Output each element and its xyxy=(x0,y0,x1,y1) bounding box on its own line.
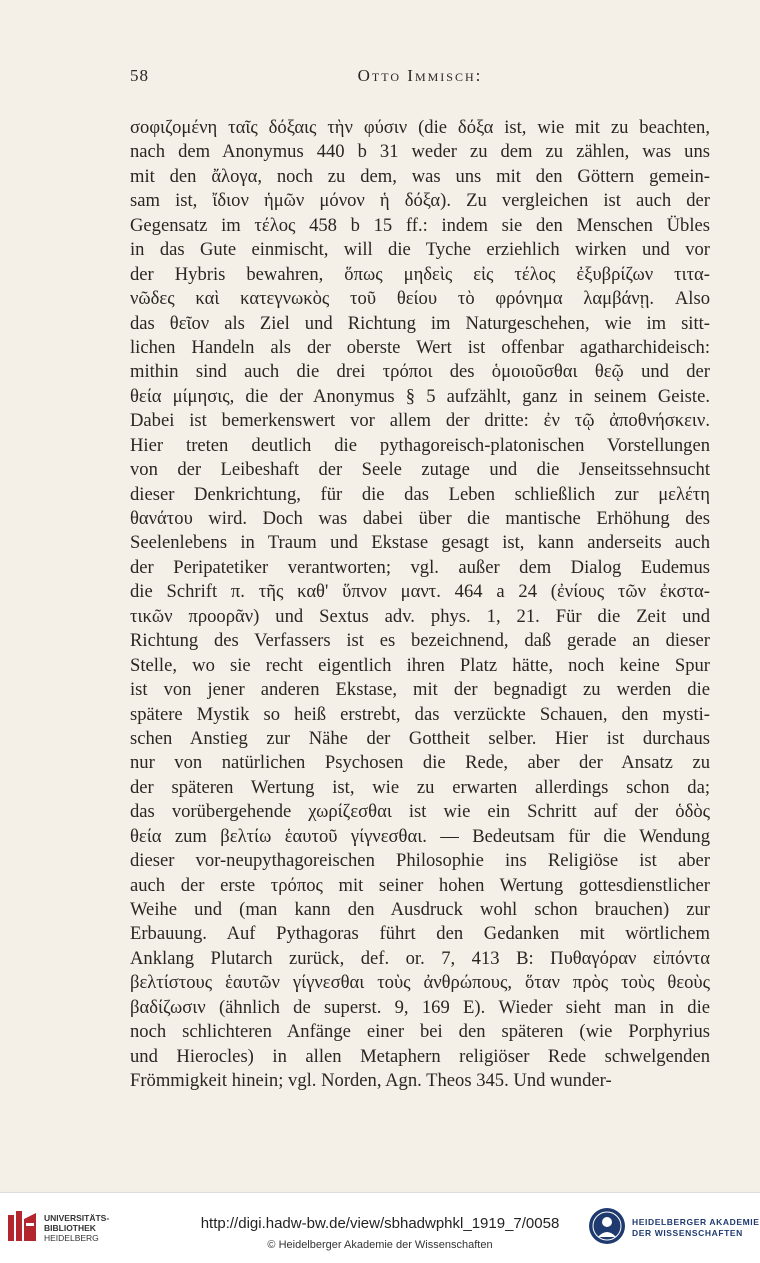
copyright-notice: © Heidelberger Akademie der Wissenschaften xyxy=(267,1239,493,1251)
text-line: auch der erste τρόπος mit seiner hohen Wertung gottesdienstlicher xyxy=(130,874,710,896)
text-line: lichen Handeln als der oberste Wert ist offenbar agatharchideisch: xyxy=(130,336,710,358)
running-head: Otto Immisch: xyxy=(357,66,483,85)
ub-line-1: UNIVERSITÄTS- xyxy=(44,1213,110,1223)
text-line: mithin sind auch die drei τρόποι des ὁμοιοῦσθαι θεῷ und der xyxy=(130,361,710,383)
text-line: spätere Mystik so heiß erstrebt, das verzückte Schauen, den mysti- xyxy=(130,703,710,725)
text-line: θεία zum βελτίω ἑαυτοῦ γίγνεσθαι. — Bedeutsam für die Wendung xyxy=(130,825,710,847)
text-line: noch schlichteren Anfänge einer bei den späteren (wie Porphyrius xyxy=(130,1021,710,1043)
text-line: Frömmigkeit hinein; vgl. Norden, Agn. Theos 345. Und wunder- xyxy=(130,1070,612,1092)
text-line: mit den ἄλογα, noch zu dem, was uns mit den Göttern gemein- xyxy=(130,165,710,187)
text-line: der Peripatetiker verantworten; vgl. außer dem Dialog Eudemus xyxy=(130,556,710,578)
text-line: Seelenlebens in Traum und Ekstase gesagt ist, kann anderseits auch xyxy=(130,532,710,554)
text-line: Erbauung. Auf Pythagoras führt den Gedanken mit wörtlichem xyxy=(130,923,710,945)
body-text xyxy=(130,116,710,1094)
text-line: Weihe und (man kann den Ausdruck wohl schon brauchen) zur xyxy=(130,899,710,920)
text-line: in das Gute einmischt, will die Tyche erziehlich wirken und vor xyxy=(130,239,710,261)
text-line: νῶδες καὶ κατεγνωκὸς τοῦ θείου τὸ φρόνημα λαμβάνῃ. Also xyxy=(130,288,710,310)
academy-seal-icon[interactable] xyxy=(588,1207,626,1245)
text-line: θανάτου wird. Doch was dabei über die mantische Erhöhung des xyxy=(130,508,710,529)
text-line: nur von natürlichen Psychosen die Rede, aber der Ansatz zu xyxy=(130,752,710,774)
academy-line-1: HEIDELBERGER AKADEMIE xyxy=(632,1217,760,1227)
text-line: und Hierocles) in allen Metaphern religiöser Rede schwelgenden xyxy=(130,1045,710,1067)
text-line: dieser vor-neupythagoreischen Philosophie ins Religiöse ist aber xyxy=(130,850,710,872)
text-line: sam ist, ἴδιον ἡμῶν μόνον ἡ δόξα). Zu vergleichen ist auch der xyxy=(130,190,710,212)
text-line: βελτίστους ἑαυτῶν γίγνεσθαι τοὺς ἀνθρώπους, ὅταν πρὸς τοὺς θεοὺς xyxy=(130,972,710,994)
text-line: Stelle, wo sie recht eigentlich ihren Platz hätte, noch keine Spur xyxy=(130,654,710,676)
text-line: ist von jener anderen Ekstase, mit der begnadigt zu werden die xyxy=(130,679,710,701)
text-line: βαδίζωσιν (ähnlich de superst. 9, 169 E). Wieder sieht man in die xyxy=(130,996,710,1018)
permalink-url[interactable]: http://digi.hadw-bw.de/view/sbhadwphkl_1919_7/0058 xyxy=(200,1215,560,1232)
text-line: nach dem Anonymus 440 b 31 weder zu dem zu zählen, was uns xyxy=(130,141,710,163)
academy-line-2: DER WISSENSCHAFTEN xyxy=(632,1228,743,1238)
academy-name xyxy=(632,1217,760,1239)
text-line: Dabei ist bemerkenswert vor allem der dritte: ἐν τῷ ἀποθνήσκειν. xyxy=(130,410,710,432)
page-number: 58 xyxy=(130,66,149,85)
text-line: Hier treten deutlich die pythagoreisch-platonischen Vorstellungen xyxy=(130,434,710,456)
text-line: der Hybris bewahren, ὅπως μηδεὶς εἰς τέλος ἐξυβρίζων τιτα- xyxy=(130,263,710,285)
text-line: das θεῖον als Ziel und Richtung im Naturgeschehen, wie im sitt- xyxy=(130,312,710,334)
text-line: die Schrift π. τῆς καθ' ὕπνον μαντ. 464 a 24 (ἐνίους τῶν ἐκστα- xyxy=(130,581,710,603)
text-line: θεία μίμησις, die der Anonymus § 5 aufzählt, ganz in seinem Geiste. xyxy=(130,385,710,407)
text-line: das vorübergehende χωρίζεσθαι ist wie ein Schritt auf der ὁδὸς xyxy=(130,801,710,823)
text-line: von der Leibeshaft der Seele zutage und die Jenseitssehnsucht xyxy=(130,459,710,481)
text-line: σοφιζομένη ταῖς δόξαις τὴν φύσιν (die δόξα ist, wie mit zu beachten, xyxy=(130,117,710,138)
text-line: τικῶν προορᾶν) und Sextus adv. phys. 1, 21. Für die Zeit und xyxy=(130,605,710,627)
ub-line-3: HEIDELBERG xyxy=(44,1233,99,1243)
viewer-footer xyxy=(0,1192,760,1263)
text-line: Anklang Plutarch zurück, def. or. 7, 413 B: Πυθαγόραν εἰπόντα xyxy=(130,947,710,969)
ub-line-2: BIBLIOTHEK xyxy=(44,1223,96,1233)
text-line: dieser Denkrichtung, für die das Leben schließlich zur μελέτη xyxy=(130,483,710,505)
text-line: Gegensatz im τέλος 458 b 15 ff.: indem sie den Menschen Übles xyxy=(130,214,710,236)
text-line: der späteren Wertung ist, wie zu erwarten allerdings schon da; xyxy=(130,776,710,798)
text-line: Richtung des Verfassers ist es bezeichnend, daß gerade an dieser xyxy=(130,630,710,652)
page-header xyxy=(130,66,710,96)
text-line: schen Anstieg zur Nähe der Gottheit selber. Hier ist durchaus xyxy=(130,727,710,749)
